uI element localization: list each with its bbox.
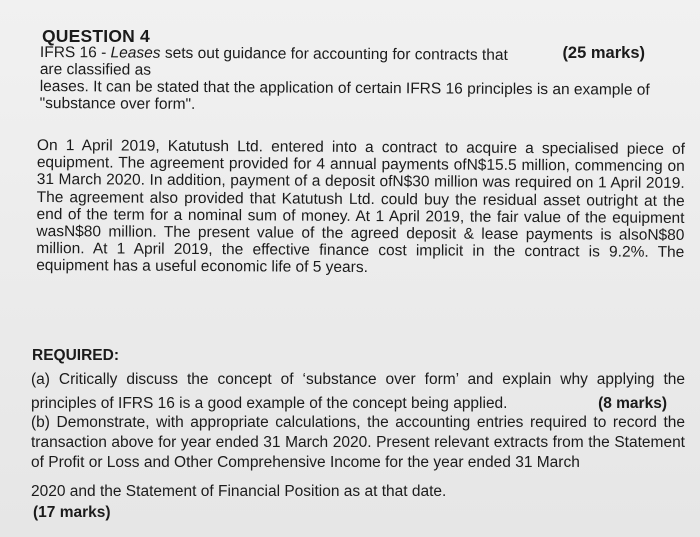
question-intro [40,44,685,116]
part-b-marks: (17 marks) [33,504,111,521]
intro-rest: leases. It can be stated that the application of certain IFRS 16 principles is an example of "substance over form". [39,77,650,113]
intro-suffix: sets out guidance for accounting for contracts that are classified as [39,44,508,79]
part-a-text: principles of IFRS 16 is a good example of the concept being applied. [31,395,508,412]
part-a-line-1: (a) Critically discuss the concept of ‘substance over form’ and explain why applying the [31,371,685,388]
total-marks: (25 marks) [562,44,645,62]
part-b-text: (b) Demonstrate, with appropriate calculations, the accounting entries required to record the transaction above for year ended 31 March 2020. Present relevant extracts from the Statement of Profit or Loss and Other Comprehensive Income for the year ended 31 March [31,414,685,471]
required-title: REQUIRED: [32,347,119,364]
question-title: QUESTION 4 [42,26,150,46]
part-a-marks: (8 marks) [598,395,667,412]
scenario-paragraph: On 1 April 2019, Katutush Ltd. entered into a contract to acquire a specialised piece of equipment. The agreement provided for 4 annual payments ofN$15.5 million, commencing on 31 March 2020. In addition, payment of a deposit ofN$30 million was required on 1 April 2019. The agreement also provided that Katutush Ltd. could buy the residual asset outright at the end of the term for a nominal sum of money. At 1 April 2019, the fair value of the equipment wasN$80 million. The present value of the agreed deposit & lease payments is alsoN$80 million. At 1 April 2019, the effective finance cost implicit in the contract is 9.2%. The equipment has a useful economic life of 5 years. [36,137,685,277]
part-b-last-line: 2020 and the Statement of Financial Position as at that date. [31,483,447,500]
intro-italic-leases: Leases [110,44,161,62]
intro-first-line [40,44,510,81]
intro-prefix: IFRS 16 - [39,44,111,62]
part-a-line-2 [31,394,685,414]
